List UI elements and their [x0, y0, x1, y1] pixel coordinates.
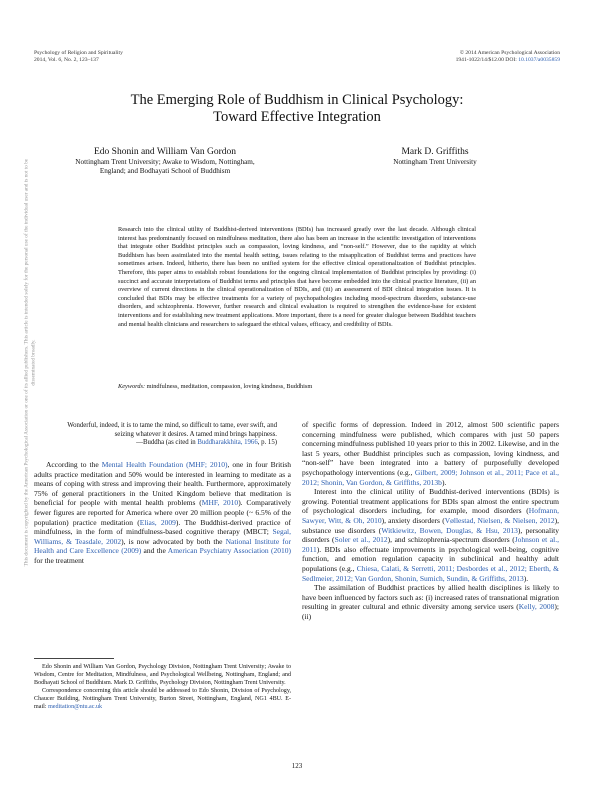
- journal-name: Psychology of Religion and Spirituality: [34, 50, 123, 56]
- citation-link[interactable]: Vøllestad, Nielsen, & Nielsen, 2012: [444, 515, 555, 525]
- citation-link[interactable]: Segal, Williams, & Teasdale, 2002: [34, 527, 291, 546]
- citation-link[interactable]: Kelly, 2008: [518, 602, 555, 612]
- footnotes: [34, 664, 291, 711]
- abstract: Research into the clinical utility of Buddhist-derived interventions (BDIs) has increased greatly over the last decade. Although clinical interest has predominantly focused on mindfulness meditation, there also has been an increase in the scientific investigation of interventions that integrate other Buddhist principles such as compassion, loving kindness, and “non-self.” However, due to the rapidity at which Buddhism has been assimilated into the mental health setting, issues relating to the misapplication of Buddhist terms and practices have sometimes arisen. Indeed, hitherto, there has been no unified system for the effective clinical operationalization of Buddhist principles. Therefore, this paper aims to establish robust foundations for the ongoing clinical implementation of Buddhist principles by providing: (i) succinct and accurate interpretations of Buddhist terms and principles that have become embedded into the clinical practice literature, (ii) an overview of current directions in the clinical operationalization of BDIs, and (iii) an assessment of BDI clinical integration issues. It is concluded that BDIs may be effective treatments for a variety of psychopathologies including mood-spectrum disorders, substance-use disorders, and schizophrenia. However, further research and clinical evaluation is required to strengthen the evidence-base for existent interventions and for establishing new treatment applications. More important, there is a need for greater dialogue between Buddhist teachers and mental health clinicians and researchers to safeguard the ethical values, efficacy, and credibility of BDIs.: [118, 226, 476, 328]
- running-header-right: [456, 50, 560, 64]
- epigraph-quote: Wonderful, indeed, it is to tame the mind, so difficult to tame, ever swift, and seizing whatever it desires. A tamed mind brings happiness.: [67, 422, 277, 438]
- author-note: Edo Shonin and William Van Gordon, Psychology Division, Nottingham Trent University; Awake to Wisdom, Centre for Meditation, Mindfulness, and Psychological Wellbeing, Nottingham, England; and Bodhayati School of Buddhism. Mark D. Griffiths, Psychology Division, Nottingham Trent University.: [34, 664, 291, 686]
- email-link[interactable]: meditation@ntu.ac.uk: [48, 703, 103, 710]
- citation-link[interactable]: Mental Health Foundation (MHF; 2010): [101, 460, 228, 469]
- citation-link[interactable]: Elias, 2009: [139, 517, 176, 527]
- author-name-right: Mark D. Griffiths: [401, 147, 469, 157]
- citation-link[interactable]: Witkiewitz, Bowen, Douglas, & Hsu, 2013: [381, 525, 518, 535]
- citation-link[interactable]: Johnson et al., 2011: [302, 535, 559, 554]
- paragraph: Interest into the clinical utility of Buddhist-derived interventions (BDIs) is growing. Potential treatment applications for BDIs span almost the entire spectrum of psychological disorders including, for example, mood disorders (Hofmann, Sawyer, Witt, & Oh, 2010), anxiety disorders (Vøllestad, Nielsen, & Nielsen, 2012), substance use disorders (Witkiewitz, Bowen, Douglas, & Hsu, 2013), personality disorders (Soler et al., 2012), and schizophrenia-spectrum disorders (Johnson et al., 2011). BDIs also effectuate improvements in psychological well-being, cognitive function, and emotion regulation capacity in subclinical and healthy adult populations (e.g., Chiesa, Calati, & Serretti, 2011; Desbordes et al., 2012; Eberth, & Sedlmeier, 2012; Van Gordon, Shonin, Sumich, Sundin, & Griffiths, 2013).: [302, 487, 560, 583]
- body-column-left: [34, 460, 291, 566]
- affiliation-right: Nottingham Trent University: [393, 158, 477, 166]
- citation-link[interactable]: MHF, 2010: [201, 498, 239, 508]
- article-title: The Emerging Role of Buddhism in Clinical Psychology: Toward Effective Integration: [130, 92, 464, 125]
- citation-link[interactable]: Soler et al., 2012: [334, 535, 388, 545]
- paragraph: According to the Mental Health Foundation (MHF; 2010), one in four British adults practice meditation and 50% would be interested in learning to meditate as a means of coping with stress and improving their health. Furthermore, approximately 75% of general practitioners in the United Kingdom believe that meditation is beneficial for people with mental health problems (MHF, 2010). Comparatively fewer figures are reported for America where over 20 million people (~ 6.5% of the population) practice meditation (Elias, 2009). The Buddhist-derived practice of mindfulness, in the form of mindfulness-based cognitive therapy (MBCT; Segal, Williams, & Teasdale, 2002), is now advocated by both the National Institute for Health and Care Excellence (2009) and the American Psychiatry Association (2010) for the treatment: [34, 460, 292, 565]
- footnote-divider: [34, 658, 114, 659]
- correspondence-note: Correspondence concerning this article should be addressed to Edo Shonin, Division of Psychology, Chaucer Building, Nottingham Trent University, Burton Street, Nottingham, England, NG1 4BU. E-mail: meditation@ntu.ac.uk: [34, 687, 291, 710]
- paragraph: of specific forms of depression. Indeed in 2012, almost 500 scientific papers concerning mindfulness were published, which compares with just 50 papers concerning mindfulness published 10 years prior to this in 2002. Likewise, and in the last 5 years, other Buddhist principles such as compassion, loving kindness, and “non-self” have been integrated into a battery of purposefully developed psychopathology interventions (e.g., Gilbert, 2009; Johnson et al., 2011; Pace et al., 2012; Shonin, Van Gordon, & Griffiths, 2013b).: [302, 420, 559, 487]
- citation-link[interactable]: Hofmann, Sawyer, Witt, & Oh, 2010: [302, 506, 559, 525]
- citation-link[interactable]: Chiesa, Calati, & Serretti, 2011; Desbordes et al., 2012; Eberth, & Sedlmeier, 2012; Van Gordon, Shonin, Sumich, Sundin, & Griffiths, 2013: [302, 563, 559, 583]
- citation-link[interactable]: National Institute for Health and Care Excellence (2009): [34, 536, 292, 556]
- doi-link[interactable]: 10.1037/a0035859: [518, 57, 560, 63]
- citation-link[interactable]: Gilbert, 2009; Johnson et al., 2011; Pace et al., 2012; Shonin, Van Gordon, & Griffiths, 2013b: [302, 467, 559, 487]
- page-number: 123: [291, 762, 303, 770]
- body-column-right: [302, 420, 559, 621]
- keywords: [118, 383, 476, 392]
- affiliation-left-2: England; and Bodhayati School of Buddhism: [99, 167, 231, 175]
- paragraph: The assimilation of Buddhist practices by allied health disciplines is likely to have been influenced by factors such as: (i) increased rates of transnational migration resulting in greater cultural and ethnic diversity among service users (Kelly, 2008); (ii): [302, 583, 559, 621]
- keywords-list: mindfulness, meditation, compassion, loving kindness, Buddhism: [145, 383, 313, 390]
- keywords-label: Keywords:: [118, 383, 146, 390]
- affiliation-left-1: Nottingham Trent University; Awake to Wisdom, Nottingham,: [75, 158, 255, 166]
- journal-volume: 2014, Vol. 6, No. 2, 123–137: [34, 57, 99, 63]
- issn-doi-line: 1941-1022/14/$12.00 DOI: 10.1037/a0035859: [455, 57, 560, 63]
- copyright-side-note: This document is copyrighted by the American Psychological Association or one of its allied publishers. This article is intended solely for the personal use of the individual user and is not to be disseminated broadly.: [23, 158, 36, 567]
- epigraph: [52, 422, 277, 448]
- citation-link[interactable]: Buddharakkhita, 1966: [197, 439, 258, 447]
- citation-link[interactable]: American Psychiatry Association (2010): [167, 546, 291, 556]
- author-block-right: [345, 147, 525, 167]
- author-block-left: [40, 147, 290, 176]
- author-names-left: Edo Shonin and William Van Gordon: [93, 147, 237, 157]
- epigraph-attribution: —Buddha (as cited in Buddharakkhita, 1966, p. 15): [136, 439, 277, 447]
- copyright-line: © 2014 American Psychological Association: [459, 50, 560, 56]
- running-header-left: [34, 50, 123, 64]
